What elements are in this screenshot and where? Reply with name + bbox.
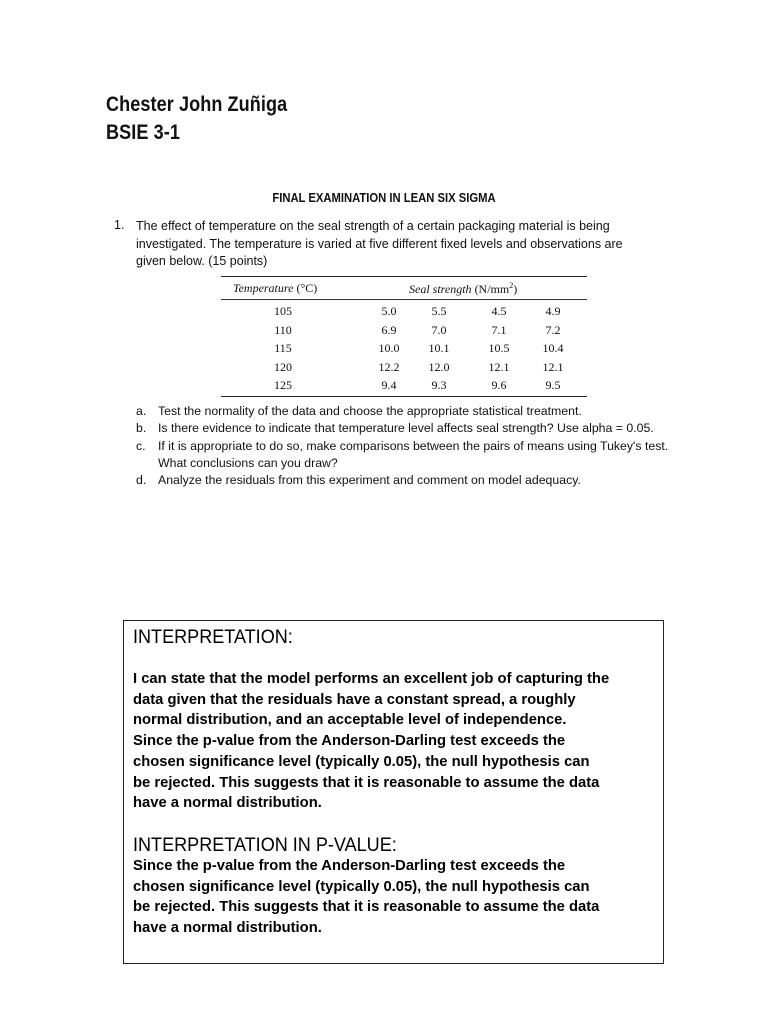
sub-question-letter: b.	[136, 421, 147, 436]
seal-strength-cell: 10.0	[378, 341, 400, 356]
temperature-cell: 120	[274, 359, 292, 374]
seal-strength-cell: 5.5	[431, 304, 447, 318]
sub-question-text: If it is appropriate to do so, make comparisons between the pairs of means using Tukey's test. What conclusions can you draw?	[158, 438, 669, 470]
seal-strength-cell: 9.3	[431, 378, 447, 393]
seal-header-label: Seal strength	[409, 282, 472, 296]
seal-strength-cell: 12.1	[488, 359, 510, 374]
seal-strength-cell: 7.2	[545, 322, 561, 337]
table-bottom-rule	[221, 396, 587, 397]
sub-question-letter: a.	[136, 404, 147, 418]
interpretation-text: I can state that the model performs an excellent job of capturing the data given that the residuals have a constant spread, a roughly normal distribution, and an acceptable level of independence. Since the p-value from the Anderson-Darling test exceeds the chosen significance level (typically 0.05), the null hypothesis can be rejected. This suggests that it is reasonable to assume the data have a normal distribution.	[133, 670, 610, 812]
table-header-rule	[221, 299, 587, 300]
seal-strength-cell: 10.5	[488, 341, 510, 356]
seal-strength-cell: 6.9	[381, 322, 397, 337]
table-row	[221, 378, 587, 396]
sub-question-item	[136, 403, 676, 420]
seal-strength-cell: 7.1	[491, 322, 507, 337]
table-top-rule	[221, 276, 587, 277]
sub-question-list	[136, 403, 676, 489]
temperature-column-header	[233, 281, 317, 296]
temperature-cell: 110	[274, 322, 292, 337]
interpretation-heading: INTERPRETATION:	[133, 627, 293, 648]
seal-strength-cell: 4.5	[491, 304, 507, 318]
pvalue-interpretation-heading: INTERPRETATION IN P-VALUE:	[133, 835, 397, 856]
sub-question-letter: c.	[136, 438, 146, 453]
seal-strength-cell: 5.0	[381, 304, 397, 318]
temperature-header-label: Temperature	[233, 281, 294, 295]
question-text: The effect of temperature on the seal strength of a certain packaging material is being investigated. The temperature is varied at five different fixed levels and observations are given below. (15 points)	[136, 219, 623, 268]
seal-strength-cell: 12.0	[428, 359, 450, 374]
sub-question-letter: d.	[136, 473, 147, 488]
seal-strength-cell: 9.4	[381, 378, 397, 393]
seal-strength-cell: 9.5	[545, 378, 561, 393]
pvalue-interpretation-text: Since the p-value from the Anderson-Darling test exceeds the chosen significance level (typically 0.05), the null hypothesis can be rejected. This suggests that it is reasonable to assume the data have a normal distribution.	[133, 857, 600, 937]
seal-strength-column-header	[409, 281, 517, 297]
temperature-cell: 125	[274, 378, 292, 393]
table-row	[221, 341, 587, 359]
sub-question-item	[136, 420, 676, 437]
temperature-header-unit: (°C)	[296, 281, 318, 295]
student-name: Chester John Zuñiga	[106, 93, 288, 116]
seal-strength-cell: 7.0	[431, 322, 447, 337]
table-row	[221, 360, 587, 378]
temperature-cell: 105	[274, 304, 292, 318]
exam-title: FINAL EXAMINATION IN LEAN SIX SIGMA	[272, 191, 496, 205]
seal-header-unit: (N/mm	[474, 282, 510, 296]
seal-strength-cell: 10.4	[542, 341, 564, 356]
seal-strength-cell: 9.6	[491, 378, 507, 393]
sub-question-item	[136, 472, 676, 489]
sub-question-text: Is there evidence to indicate that temperature level affects seal strength? Use alpha = 0.05.	[158, 421, 654, 436]
seal-strength-cell: 4.9	[545, 304, 561, 318]
sub-question-text: Analyze the residuals from this experiment and comment on model adequacy.	[158, 473, 581, 488]
seal-strength-cell: 12.1	[542, 359, 564, 374]
seal-header-close: )	[513, 282, 518, 296]
seal-strength-cell: 10.1	[428, 341, 450, 356]
seal-header-superscript: 2	[509, 281, 514, 290]
table-row	[221, 304, 587, 322]
question-number: 1.	[114, 218, 125, 232]
sub-question-text: Test the normality of the data and choose the appropriate statistical treatment.	[158, 404, 582, 418]
student-section: BSIE 3-1	[106, 121, 180, 144]
sub-question-item	[136, 438, 676, 473]
table-row	[221, 323, 587, 341]
seal-strength-cell: 12.2	[378, 359, 400, 374]
temperature-cell: 115	[274, 341, 292, 356]
